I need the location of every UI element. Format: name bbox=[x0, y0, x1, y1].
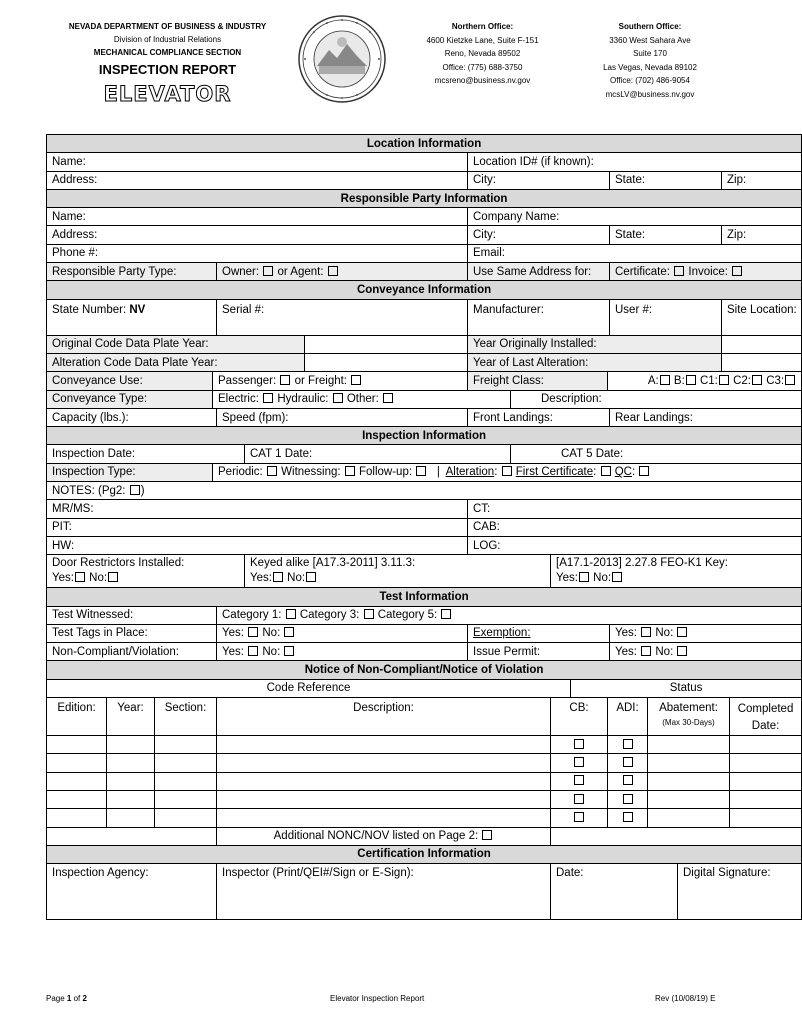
page-number bbox=[46, 994, 87, 1003]
adi-cell bbox=[608, 772, 648, 790]
responsible-section-title: Responsible Party Information bbox=[47, 189, 802, 207]
no-label: No: bbox=[655, 627, 674, 640]
section-cell[interactable] bbox=[155, 790, 217, 808]
no-label: No: bbox=[89, 572, 108, 585]
section-cell[interactable] bbox=[155, 772, 217, 790]
agency-header bbox=[60, 20, 275, 107]
class-c2-checkbox[interactable] bbox=[752, 375, 762, 385]
notes-page2-checkbox[interactable] bbox=[130, 485, 140, 495]
edition-cell[interactable] bbox=[47, 772, 107, 790]
responsible-type-options bbox=[217, 263, 468, 281]
field-label: CAT 5 Date: bbox=[561, 448, 624, 461]
feo-yes-checkbox[interactable] bbox=[579, 572, 589, 582]
owner-label: Owner: bbox=[222, 265, 260, 278]
field-label: City: bbox=[473, 174, 496, 187]
description-cell[interactable] bbox=[217, 736, 551, 754]
conveyance-use-options bbox=[213, 372, 468, 390]
test-witnessed-label: Test Witnessed: bbox=[47, 606, 217, 624]
field-label: State: bbox=[615, 174, 646, 187]
inspection-date-field[interactable] bbox=[47, 445, 245, 463]
notes-label: NOTES: (Pg2: bbox=[52, 484, 126, 497]
adi-checkbox[interactable] bbox=[623, 812, 633, 822]
cb-cell bbox=[551, 809, 608, 827]
pit-field[interactable] bbox=[47, 518, 468, 536]
field-label: LOG: bbox=[473, 539, 501, 552]
class-b-label: B: bbox=[673, 374, 685, 387]
adi-checkbox[interactable] bbox=[623, 757, 633, 767]
southern-office-title: Southern Office: bbox=[618, 22, 682, 31]
site-location-field[interactable] bbox=[722, 299, 802, 335]
field-label: MR/MS: bbox=[52, 502, 94, 515]
field-label: Front Landings: bbox=[473, 411, 553, 424]
exemption-options bbox=[610, 624, 802, 642]
violation-row bbox=[47, 772, 802, 790]
location-zip-field[interactable] bbox=[722, 171, 802, 189]
location-state-field[interactable] bbox=[610, 171, 722, 189]
abatement-cell[interactable] bbox=[648, 790, 730, 808]
section-header: Section: bbox=[155, 698, 217, 736]
cb-cell bbox=[551, 790, 608, 808]
abatement-header bbox=[648, 698, 730, 736]
inspection-form bbox=[46, 134, 802, 920]
user-number-field[interactable] bbox=[610, 299, 722, 335]
description-cell[interactable] bbox=[217, 772, 551, 790]
adi-checkbox[interactable] bbox=[623, 794, 633, 804]
exemption-yes-checkbox[interactable] bbox=[641, 627, 651, 637]
serial-field[interactable] bbox=[217, 299, 468, 335]
field-label: PIT: bbox=[52, 521, 72, 534]
abatement-cell[interactable] bbox=[648, 772, 730, 790]
yes-label: Yes: bbox=[615, 645, 637, 658]
additional-nonc-checkbox[interactable] bbox=[482, 830, 492, 840]
invoice-label: Invoice: bbox=[688, 265, 729, 278]
other-checkbox[interactable] bbox=[383, 393, 393, 403]
field-label: Capacity (lbs.): bbox=[52, 411, 129, 424]
tags-yes-checkbox[interactable] bbox=[248, 627, 258, 637]
violation-row bbox=[47, 790, 802, 808]
year-cell[interactable] bbox=[107, 736, 155, 754]
yes-label: Yes: bbox=[615, 627, 637, 640]
log-field[interactable] bbox=[468, 536, 802, 554]
manufacturer-field[interactable] bbox=[468, 299, 610, 335]
same-address-options bbox=[610, 263, 802, 281]
door-no-checkbox[interactable] bbox=[108, 572, 118, 582]
southern-office-suite: Suite 170 bbox=[633, 49, 667, 58]
permit-no-checkbox[interactable] bbox=[677, 646, 687, 656]
keyed-alike-label: Keyed alike [A17.3-2011] 3.11.3: bbox=[250, 557, 416, 570]
field-label: Zip: bbox=[727, 174, 747, 187]
witnessing-label: Witnessing: bbox=[281, 466, 341, 479]
state-number-prefix: NV bbox=[129, 303, 146, 316]
max-days-note: (Max 30-Days) bbox=[662, 718, 715, 728]
conveyance-type-label: Conveyance Type: bbox=[47, 390, 213, 408]
followup-checkbox[interactable] bbox=[416, 466, 426, 476]
cb-checkbox[interactable] bbox=[574, 739, 584, 749]
responsible-city-field[interactable] bbox=[468, 226, 610, 244]
field-label: City: bbox=[473, 229, 496, 242]
year-last-alteration-label: Year of Last Alteration: bbox=[468, 353, 722, 371]
field-label: Phone #: bbox=[52, 247, 99, 260]
field-label: User #: bbox=[615, 303, 653, 316]
keyed-yes-checkbox[interactable] bbox=[273, 572, 283, 582]
passenger-label: Passenger: bbox=[218, 374, 277, 387]
qc-label: QC bbox=[614, 466, 632, 479]
freight-label: or Freight: bbox=[294, 374, 348, 387]
category1-checkbox[interactable] bbox=[286, 609, 296, 619]
year-cell[interactable] bbox=[107, 754, 155, 772]
hydraulic-label: Hydraulic: bbox=[277, 393, 329, 406]
email-field[interactable] bbox=[468, 244, 802, 262]
category5-checkbox[interactable] bbox=[441, 609, 451, 619]
certification-date-field[interactable] bbox=[551, 864, 678, 920]
yes-label: Yes: bbox=[222, 627, 244, 640]
no-label: No: bbox=[262, 627, 281, 640]
conveyance-section-title: Conveyance Information bbox=[47, 281, 802, 299]
field-label: HW: bbox=[52, 539, 75, 552]
cb-checkbox[interactable] bbox=[574, 812, 584, 822]
field-label: Serial #: bbox=[222, 303, 265, 316]
date-label: Date: bbox=[751, 720, 780, 733]
location-name-field[interactable] bbox=[47, 153, 468, 171]
field-label: Manufacturer: bbox=[473, 303, 544, 316]
cb-header: CB: bbox=[551, 698, 608, 736]
test-tags-options bbox=[217, 624, 468, 642]
keyed-alike-field bbox=[245, 555, 551, 588]
field-label: CT: bbox=[473, 502, 491, 515]
yes-label: Yes: bbox=[52, 572, 74, 585]
violation-row bbox=[47, 736, 802, 754]
door-restrictors-field bbox=[47, 555, 245, 588]
cat5-date-field[interactable] bbox=[511, 445, 802, 463]
field-label: Digital Signature: bbox=[683, 867, 771, 880]
feo-key-label: [A17.1-2013] 2.27.8 FEO-K1 Key: bbox=[556, 557, 728, 570]
nevada-state-seal-icon bbox=[297, 14, 387, 104]
yes-label: Yes: bbox=[222, 645, 244, 658]
additional-nonc-field bbox=[217, 827, 551, 845]
yes-label: Yes: bbox=[250, 572, 272, 585]
test-witnessed-options bbox=[217, 606, 802, 624]
field-label: State Number: bbox=[52, 303, 127, 316]
cb-cell bbox=[551, 754, 608, 772]
keyed-no-checkbox[interactable] bbox=[306, 572, 316, 582]
cb-cell bbox=[551, 772, 608, 790]
abatement-cell[interactable] bbox=[648, 754, 730, 772]
feo-no-checkbox[interactable] bbox=[612, 572, 622, 582]
field-label: Inspector (Print/QEI#/Sign or E-Sign): bbox=[222, 867, 414, 880]
completed-cell[interactable] bbox=[730, 754, 802, 772]
same-address-label: Use Same Address for: bbox=[468, 263, 610, 281]
adi-header: ADI: bbox=[608, 698, 648, 736]
category1-label: Category 1: bbox=[222, 609, 282, 622]
edition-cell[interactable] bbox=[47, 736, 107, 754]
year-installed-field[interactable] bbox=[722, 335, 802, 353]
class-b-checkbox[interactable] bbox=[686, 375, 696, 385]
company-name-field[interactable] bbox=[468, 208, 802, 226]
exemption-label bbox=[468, 624, 610, 642]
class-a-checkbox[interactable] bbox=[660, 375, 670, 385]
completed-cell[interactable] bbox=[730, 736, 802, 754]
status-header: Status bbox=[571, 679, 802, 697]
report-title: INSPECTION REPORT bbox=[98, 62, 237, 77]
category3-label: Category 3: bbox=[299, 609, 360, 622]
witnessing-checkbox[interactable] bbox=[345, 466, 355, 476]
no-label: No: bbox=[262, 645, 281, 658]
no-label: No: bbox=[655, 645, 674, 658]
adi-cell bbox=[608, 809, 648, 827]
field-label: Address: bbox=[52, 174, 98, 187]
section-name: MECHANICAL COMPLIANCE SECTION bbox=[93, 48, 242, 57]
southern-office-city: Las Vegas, Nevada 89102 bbox=[603, 62, 697, 72]
ct-field[interactable] bbox=[468, 500, 802, 518]
field-label: Name: bbox=[52, 155, 86, 168]
conveyance-use-label: Conveyance Use: bbox=[47, 372, 213, 390]
abatement-label: Abatement: bbox=[659, 702, 718, 715]
periodic-label: Periodic: bbox=[218, 466, 263, 479]
original-code-year-label: Original Code Data Plate Year: bbox=[47, 335, 305, 353]
inspector-field[interactable] bbox=[217, 864, 551, 920]
northern-office bbox=[405, 20, 560, 88]
cb-cell bbox=[551, 736, 608, 754]
adi-cell bbox=[608, 790, 648, 808]
category5-label: Category 5: bbox=[377, 609, 438, 622]
issue-permit-label: Issue Permit: bbox=[468, 643, 610, 661]
page-current: 1 bbox=[66, 994, 72, 1003]
additional-blank-cell bbox=[551, 827, 802, 845]
location-address-field[interactable] bbox=[47, 171, 468, 189]
digital-signature-field[interactable] bbox=[678, 864, 802, 920]
abatement-cell[interactable] bbox=[648, 736, 730, 754]
alteration-code-year-field[interactable] bbox=[305, 353, 468, 371]
cab-field[interactable] bbox=[468, 518, 802, 536]
alteration-code-year-label: Alteration Code Data Plate Year: bbox=[47, 353, 305, 371]
page-total: 2 bbox=[82, 994, 87, 1003]
edition-cell[interactable] bbox=[47, 790, 107, 808]
page-prefix: Page bbox=[46, 994, 65, 1003]
revision-date: Rev (10/08/19) E bbox=[655, 994, 716, 1003]
violation-row bbox=[47, 809, 802, 827]
speed-field[interactable] bbox=[217, 408, 468, 426]
class-a-label: A: bbox=[647, 374, 659, 387]
year-last-alteration-field[interactable] bbox=[722, 353, 802, 371]
adi-checkbox[interactable] bbox=[623, 775, 633, 785]
rear-landings-field[interactable] bbox=[610, 408, 802, 426]
description-field[interactable] bbox=[511, 390, 802, 408]
code-reference-header: Code Reference bbox=[47, 679, 571, 697]
edition-cell[interactable] bbox=[47, 809, 107, 827]
field-label: Company Name: bbox=[473, 210, 560, 223]
front-landings-field[interactable] bbox=[468, 408, 610, 426]
year-cell[interactable] bbox=[107, 772, 155, 790]
southern-office-email: mcsLV@business.nv.gov bbox=[605, 89, 695, 99]
no-label: No: bbox=[287, 572, 306, 585]
capacity-field[interactable] bbox=[47, 408, 217, 426]
first-certificate-checkbox[interactable] bbox=[601, 466, 611, 476]
freight-checkbox[interactable] bbox=[351, 375, 361, 385]
feo-key-field bbox=[551, 555, 802, 588]
field-label: Address: bbox=[52, 229, 98, 242]
cb-checkbox[interactable] bbox=[574, 757, 584, 767]
freight-class-options bbox=[608, 372, 802, 390]
adi-checkbox[interactable] bbox=[623, 739, 633, 749]
field-label: Inspection Date: bbox=[52, 448, 136, 461]
electric-label: Electric: bbox=[218, 393, 259, 406]
notice-section-title: Notice of Non-Compliant/Notice of Violation bbox=[47, 661, 802, 679]
field-label: Speed (fpm): bbox=[222, 411, 289, 424]
responsible-address-field[interactable] bbox=[47, 226, 468, 244]
electric-checkbox[interactable] bbox=[263, 393, 273, 403]
location-section-title: Location Information bbox=[47, 135, 802, 153]
division-name: Division of Industrial Relations bbox=[113, 35, 222, 44]
exemption-no-checkbox[interactable] bbox=[677, 627, 687, 637]
noncompliant-yes-checkbox[interactable] bbox=[248, 646, 258, 656]
northern-office-title: Northern Office: bbox=[451, 22, 514, 31]
cb-checkbox[interactable] bbox=[574, 775, 584, 785]
northern-office-email: mcsreno@business.nv.gov bbox=[434, 76, 531, 85]
periodic-checkbox[interactable] bbox=[267, 466, 277, 476]
conveyance-type-options bbox=[213, 390, 511, 408]
responsible-name-field[interactable] bbox=[47, 208, 468, 226]
followup-label: Follow-up: bbox=[359, 466, 413, 479]
first-certificate-label: First Certificate bbox=[515, 466, 594, 479]
description-cell[interactable] bbox=[217, 754, 551, 772]
alteration-label: Alteration bbox=[445, 466, 495, 479]
yes-label: Yes: bbox=[556, 572, 578, 585]
completed-cell[interactable] bbox=[730, 809, 802, 827]
year-cell[interactable] bbox=[107, 809, 155, 827]
exemption-text: Exemption: bbox=[473, 627, 531, 640]
class-c2-label: C2: bbox=[733, 374, 751, 387]
responsible-type-label: Responsible Party Type: bbox=[47, 263, 217, 281]
additional-nonc-label: Additional NONC/NOV listed on Page 2: bbox=[273, 830, 479, 843]
violation-row bbox=[47, 754, 802, 772]
northern-office-city: Reno, Nevada 89502 bbox=[444, 49, 521, 58]
field-label: State: bbox=[615, 229, 646, 242]
state-number-field[interactable] bbox=[47, 299, 217, 335]
cat1-date-field[interactable] bbox=[245, 445, 511, 463]
qc-checkbox[interactable] bbox=[639, 466, 649, 476]
field-label: CAT 1 Date: bbox=[250, 448, 313, 461]
adi-cell bbox=[608, 736, 648, 754]
inspection-type-label: Inspection Type: bbox=[47, 463, 213, 481]
footer-title: Elevator Inspection Report bbox=[330, 994, 425, 1003]
description-header: Description: bbox=[217, 698, 551, 736]
field-label: Location ID# (if known): bbox=[473, 155, 594, 168]
noncompliant-no-checkbox[interactable] bbox=[284, 646, 294, 656]
permit-yes-checkbox[interactable] bbox=[641, 646, 651, 656]
field-label: Date: bbox=[556, 867, 584, 880]
passenger-checkbox[interactable] bbox=[280, 375, 290, 385]
class-c3-label: C3: bbox=[766, 374, 785, 387]
adi-cell bbox=[608, 754, 648, 772]
edition-cell[interactable] bbox=[47, 754, 107, 772]
hydraulic-checkbox[interactable] bbox=[333, 393, 343, 403]
class-c1-label: C1: bbox=[699, 374, 718, 387]
field-label: Zip: bbox=[727, 229, 747, 242]
southern-office bbox=[580, 20, 720, 101]
department-name: NEVADA DEPARTMENT OF BUSINESS & INDUSTRY bbox=[68, 22, 267, 31]
location-id-field[interactable] bbox=[468, 153, 802, 171]
original-code-year-field[interactable] bbox=[305, 335, 468, 353]
test-tags-label: Test Tags in Place: bbox=[47, 624, 217, 642]
agent-label: or Agent: bbox=[277, 265, 324, 278]
northern-office-street: 4600 Kietzke Lane, Suite F-151 bbox=[426, 35, 539, 45]
section-cell[interactable] bbox=[155, 809, 217, 827]
certification-section-title: Certification Information bbox=[47, 845, 802, 863]
field-label: CAB: bbox=[473, 521, 500, 534]
inspection-section-title: Inspection Information bbox=[47, 427, 802, 445]
freight-class-label: Freight Class: bbox=[468, 372, 608, 390]
completed-date-header bbox=[730, 698, 802, 736]
location-city-field[interactable] bbox=[468, 171, 610, 189]
field-label: Name: bbox=[52, 210, 86, 223]
door-restrictors-label: Door Restrictors Installed: bbox=[52, 557, 185, 570]
certificate-checkbox[interactable] bbox=[674, 266, 684, 276]
additional-blank-cell bbox=[47, 827, 217, 845]
hw-field[interactable] bbox=[47, 536, 468, 554]
completed-label: Completed bbox=[737, 703, 794, 716]
field-label: Site Location: bbox=[727, 303, 797, 316]
no-label: No: bbox=[593, 572, 612, 585]
section-cell[interactable] bbox=[155, 736, 217, 754]
class-c1-checkbox[interactable] bbox=[719, 375, 729, 385]
field-label: Description: bbox=[541, 393, 602, 406]
alteration-checkbox[interactable] bbox=[502, 466, 512, 476]
phone-field[interactable] bbox=[47, 244, 468, 262]
southern-office-street: 3360 West Sahara Ave bbox=[609, 35, 691, 45]
door-yes-checkbox[interactable] bbox=[75, 572, 85, 582]
other-label: Other: bbox=[346, 393, 379, 406]
edition-header: Edition: bbox=[47, 698, 107, 736]
test-section-title: Test Information bbox=[47, 588, 802, 606]
year-cell[interactable] bbox=[107, 790, 155, 808]
noncompliant-label: Non-Compliant/Violation: bbox=[47, 643, 217, 661]
section-cell[interactable] bbox=[155, 754, 217, 772]
description-cell[interactable] bbox=[217, 809, 551, 827]
field-label: Rear Landings: bbox=[615, 411, 693, 424]
invoice-checkbox[interactable] bbox=[732, 266, 742, 276]
issue-permit-options bbox=[610, 643, 802, 661]
category3-checkbox[interactable] bbox=[364, 609, 374, 619]
field-label: Inspection Agency: bbox=[52, 867, 149, 880]
certificate-label: Certificate: bbox=[615, 265, 670, 278]
description-cell[interactable] bbox=[217, 790, 551, 808]
tags-no-checkbox[interactable] bbox=[284, 627, 294, 637]
owner-checkbox[interactable] bbox=[263, 266, 273, 276]
notes-close-paren: ) bbox=[140, 484, 145, 497]
completed-cell[interactable] bbox=[730, 790, 802, 808]
report-type: ELEVATOR bbox=[103, 82, 232, 106]
notes-field[interactable] bbox=[47, 482, 802, 500]
northern-office-phone: Office: (775) 688-3750 bbox=[442, 62, 523, 72]
year-header: Year: bbox=[107, 698, 155, 736]
class-c3-checkbox[interactable] bbox=[785, 375, 795, 385]
inspection-type-options: Periodic: Witnessing: Follow-up: | Alteration: First Certificate: QC: bbox=[213, 463, 802, 481]
abatement-cell[interactable] bbox=[648, 809, 730, 827]
year-installed-label: Year Originally Installed: bbox=[468, 335, 722, 353]
completed-cell[interactable] bbox=[730, 772, 802, 790]
responsible-state-field[interactable] bbox=[610, 226, 722, 244]
field-label: Email: bbox=[473, 247, 505, 260]
mrms-field[interactable] bbox=[47, 500, 468, 518]
page-of: of bbox=[73, 994, 81, 1003]
cb-checkbox[interactable] bbox=[574, 794, 584, 804]
noncompliant-options bbox=[217, 643, 468, 661]
agent-checkbox[interactable] bbox=[328, 266, 338, 276]
responsible-zip-field[interactable] bbox=[722, 226, 802, 244]
southern-office-phone: Office: (702) 486-9054 bbox=[610, 76, 690, 85]
inspection-agency-field[interactable] bbox=[47, 864, 217, 920]
